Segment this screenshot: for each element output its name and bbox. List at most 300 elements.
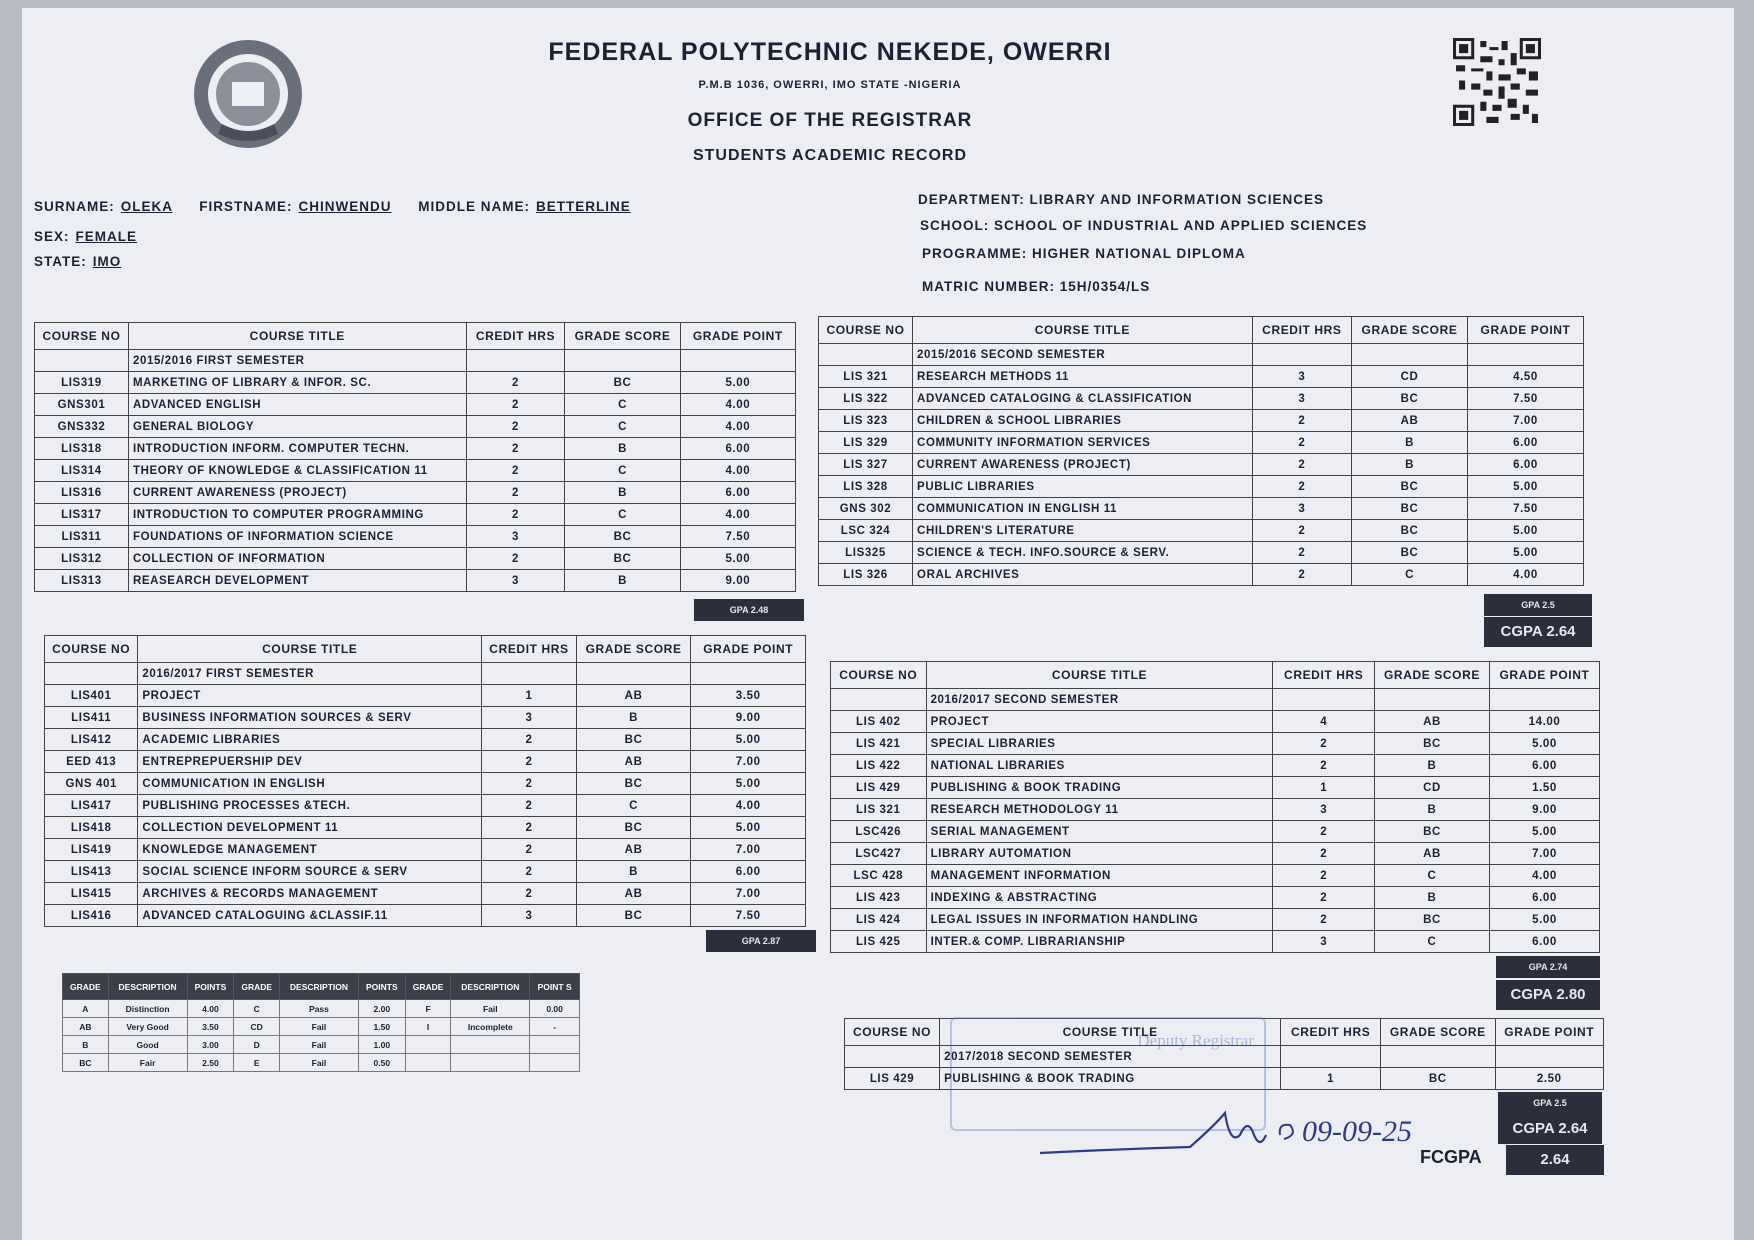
table-cell: RESEARCH METHODOLOGY 11 [926,799,1273,821]
matric-line: MATRIC NUMBER: 15H/0354/LS [922,279,1151,294]
table-cell: PUBLIC LIBRARIES [913,476,1253,498]
key-cell: F [405,1000,451,1018]
table-cell: LIS325 [819,542,913,564]
gpa-2016-second: GPA 2.74 [1496,956,1600,978]
table-row [35,504,796,526]
table-cell: 2 [1273,865,1375,887]
table-cell: 6.00 [1489,887,1599,909]
table-cell: GNS332 [35,416,129,438]
column-header: COURSE NO [831,662,927,689]
table-cell: 7.00 [691,883,806,905]
table-cell: LSC 428 [831,865,927,887]
table-cell: BC [576,729,691,751]
gpa-2017-second: GPA 2.5 [1498,1092,1602,1114]
table-cell: 5.00 [691,729,806,751]
column-header: COURSE NO [819,317,913,344]
table-cell: LIS314 [35,460,129,482]
column-header: GRADE SCORE [1381,1019,1495,1046]
key-cell [451,1036,530,1054]
table-cell: ORAL ARCHIVES [913,564,1253,586]
table-cell: LIS 424 [831,909,927,931]
table-row [45,751,806,773]
table-cell: 4.50 [1468,366,1584,388]
table-cell: LIS 327 [819,454,913,476]
table-row [819,542,1584,564]
fcgpa-value: 2.64 [1506,1145,1604,1175]
table-cell: C [1374,931,1489,953]
table-cell: RESEARCH METHODS 11 [913,366,1253,388]
key-cell: Good [108,1036,187,1054]
table-cell: 7.00 [1468,410,1584,432]
table-cell: C [1352,564,1468,586]
table-cell: LIS418 [45,817,138,839]
session-label: 2015/2016 FIRST SEMESTER [128,350,466,372]
table-cell: LIS319 [35,372,129,394]
table-cell: LIS 429 [831,777,927,799]
key-cell: AB [63,1018,109,1036]
table-cell: 3 [1273,799,1375,821]
table-row [35,482,796,504]
table-header-row [35,323,796,350]
table-cell: 2 [1252,520,1351,542]
table-cell: 3 [466,526,565,548]
table-row [35,372,796,394]
table-cell: GNS 401 [45,773,138,795]
state-line: STATE: IMO [34,254,122,269]
key-header: GRADE [63,974,109,1000]
table-cell: 9.00 [1489,799,1599,821]
table-cell: 2 [1252,454,1351,476]
table-cell: LIS413 [45,861,138,883]
table-cell: LIS412 [45,729,138,751]
table-cell: MARKETING OF LIBRARY & INFOR. SC. [128,372,466,394]
table-cell: C [565,504,680,526]
cgpa-2015-second: CGPA 2.64 [1484,617,1592,647]
key-cell: 1.50 [358,1018,405,1036]
semester-table-2016-first [44,635,806,927]
table-cell: LIS 322 [819,388,913,410]
key-cell: Fail [451,1000,530,1018]
table-cell: CD [1374,777,1489,799]
table-cell: INTRODUCTION INFORM. COMPUTER TECHN. [128,438,466,460]
gpa-2016-first: GPA 2.87 [706,930,816,952]
table-cell: 2 [466,548,565,570]
key-cell: Distinction [108,1000,187,1018]
table-cell: SPECIAL LIBRARIES [926,733,1273,755]
record-title: STUDENTS ACADEMIC RECORD [692,147,968,164]
table-cell: 2 [482,861,577,883]
table-cell: 2 [482,883,577,905]
table-row [45,883,806,905]
table-cell: COLLECTION OF INFORMATION [128,548,466,570]
table-row [831,843,1600,865]
key-row [63,1000,580,1018]
table-cell: 7.50 [680,526,795,548]
table-cell: LSC 324 [819,520,913,542]
key-cell [405,1036,451,1054]
table-cell: 5.00 [1489,733,1599,755]
table-cell: 9.00 [680,570,795,592]
table-cell: LSC427 [831,843,927,865]
registrar-stamp: Deputy Registrar [950,1017,1266,1131]
column-header: GRADE SCORE [576,636,691,663]
cgpa-2017-second: CGPA 2.64 [1498,1114,1602,1144]
table-cell: COMMUNITY INFORMATION SERVICES [913,432,1253,454]
table-cell: 2 [466,372,565,394]
table-cell: 2 [482,729,577,751]
table-cell: LIS313 [35,570,129,592]
table-cell: 6.00 [680,438,795,460]
table-cell: 2 [1252,564,1351,586]
table-cell: 2 [482,773,577,795]
key-cell [530,1054,580,1072]
table-cell: LIS 423 [831,887,927,909]
table-cell: ACADEMIC LIBRARIES [138,729,482,751]
table-cell: BC [1352,498,1468,520]
table-row [819,520,1584,542]
table-cell: INDEXING & ABSTRACTING [926,887,1273,909]
column-header: CREDIT HRS [1252,317,1351,344]
table-row [831,777,1600,799]
key-cell: D [234,1036,280,1054]
table-row [45,861,806,883]
table-header-row [819,317,1584,344]
key-header: DESCRIPTION [108,974,187,1000]
table-cell: LIS419 [45,839,138,861]
table-cell: 2 [1273,755,1375,777]
table-cell: LIS312 [35,548,129,570]
table-cell: LIS316 [35,482,129,504]
table-cell: 3 [482,905,577,927]
table-cell: 4.00 [1468,564,1584,586]
table-cell: AB [1374,843,1489,865]
table-row [35,416,796,438]
table-cell: 2 [466,416,565,438]
table-row [45,839,806,861]
table-cell: LIBRARY AUTOMATION [926,843,1273,865]
table-cell: LEGAL ISSUES IN INFORMATION HANDLING [926,909,1273,931]
table-cell: LSC426 [831,821,927,843]
table-cell: BC [1374,909,1489,931]
table-cell: 2 [466,504,565,526]
table-cell: COMMUNICATION IN ENGLISH 11 [913,498,1253,520]
key-cell: BC [63,1054,109,1072]
table-cell: 2 [1273,909,1375,931]
column-header: GRADE POINT [1489,662,1599,689]
table-cell: 6.00 [1489,931,1599,953]
table-cell: 5.00 [680,372,795,394]
table-cell: LIS 328 [819,476,913,498]
table-cell: B [1374,755,1489,777]
signature-date: 09-09-25 [1302,1115,1412,1148]
column-header: COURSE TITLE [128,323,466,350]
table-cell: CURRENT AWARENESS (PROJECT) [913,454,1253,476]
table-cell: PUBLISHING PROCESSES &TECH. [138,795,482,817]
table-cell: 2 [482,817,577,839]
table-row [831,931,1600,953]
table-cell: 2 [1273,887,1375,909]
table-cell: 2 [482,839,577,861]
key-header: DESCRIPTION [280,974,359,1000]
key-row [63,1054,580,1072]
table-row [831,909,1600,931]
table-cell: 4.00 [691,795,806,817]
table-cell: FOUNDATIONS OF INFORMATION SCIENCE [128,526,466,548]
registrar-signature [1040,1105,1450,1175]
table-cell: B [1374,887,1489,909]
key-cell: 2.00 [358,1000,405,1018]
table-cell: 4.00 [680,460,795,482]
session-label: 2016/2017 SECOND SEMESTER [926,689,1273,711]
programme-line: PROGRAMME: HIGHER NATIONAL DIPLOMA [922,246,1246,261]
table-cell: 7.50 [1468,388,1584,410]
table-cell: C [565,460,680,482]
table-row [45,795,806,817]
table-cell: 3 [1252,498,1351,520]
key-header: POINTS [358,974,405,1000]
column-header: COURSE TITLE [138,636,482,663]
table-cell: B [576,861,691,883]
table-cell: AB [576,839,691,861]
table-cell: 2 [1252,432,1351,454]
table-cell: SERIAL MANAGEMENT [926,821,1273,843]
key-header: GRADE [405,974,451,1000]
table-cell: B [565,570,680,592]
table-cell: INTER.& COMP. LIBRARIANSHIP [926,931,1273,953]
session-label: 2015/2016 SECOND SEMESTER [913,344,1253,366]
column-header: CREDIT HRS [466,323,565,350]
table-row [45,773,806,795]
table-cell: 2.50 [1495,1068,1603,1090]
table-cell: BC [1352,520,1468,542]
column-header: GRADE SCORE [1374,662,1489,689]
table-row [819,498,1584,520]
key-cell: Incomplete [451,1018,530,1036]
table-cell: LIS 422 [831,755,927,777]
table-cell: BC [576,773,691,795]
table-cell: INTRODUCTION TO COMPUTER PROGRAMMING [128,504,466,526]
table-cell: BC [565,548,680,570]
key-cell: Very Good [108,1018,187,1036]
table-cell: 5.00 [691,817,806,839]
table-row [35,460,796,482]
table-cell: BC [1352,476,1468,498]
table-cell: 3 [1273,931,1375,953]
table-cell: LIS318 [35,438,129,460]
table-cell: AB [1374,711,1489,733]
key-cell [405,1054,451,1072]
table-row [819,410,1584,432]
key-cell: Fair [108,1054,187,1072]
table-cell: GNS 302 [819,498,913,520]
table-cell: 7.00 [691,751,806,773]
table-header-row [831,662,1600,689]
table-cell: 5.00 [1468,476,1584,498]
table-cell: 5.00 [1468,542,1584,564]
column-header: COURSE TITLE [926,662,1273,689]
table-cell: 2 [1252,476,1351,498]
surname-value: OLEKA [120,199,173,214]
table-cell: 1 [1281,1068,1381,1090]
key-cell: I [405,1018,451,1036]
column-header: CREDIT HRS [482,636,577,663]
table-cell: 1 [1273,777,1375,799]
key-header: GRADE [234,974,280,1000]
table-cell: BC [576,817,691,839]
table-row [819,454,1584,476]
table-row [831,821,1600,843]
table-cell: REASEARCH DEVELOPMENT [128,570,466,592]
table-cell: PROJECT [926,711,1273,733]
table-cell: LIS317 [35,504,129,526]
table-cell: 6.00 [1489,755,1599,777]
table-cell: PUBLISHING & BOOK TRADING [940,1068,1281,1090]
column-header: COURSE TITLE [940,1019,1281,1046]
column-header: COURSE NO [35,323,129,350]
table-cell: CURRENT AWARENESS (PROJECT) [128,482,466,504]
key-row [63,1036,580,1054]
table-cell: B [565,438,680,460]
table-cell: BC [1374,821,1489,843]
table-cell: LIS401 [45,685,138,707]
table-cell: 5.00 [1489,821,1599,843]
column-header: GRADE POINT [680,323,795,350]
table-cell: BC [1374,733,1489,755]
table-cell: AB [1352,410,1468,432]
table-cell: B [565,482,680,504]
table-cell: BC [1381,1068,1495,1090]
table-cell: 2 [1252,410,1351,432]
session-row [819,344,1584,366]
table-cell: LIS 425 [831,931,927,953]
column-header: GRADE SCORE [565,323,680,350]
key-cell: 0.50 [358,1054,405,1072]
polytechnic-logo [192,38,304,150]
table-cell: BC [1352,388,1468,410]
table-cell: 2 [1252,542,1351,564]
table-cell: 3 [1252,366,1351,388]
table-cell: 4 [1273,711,1375,733]
table-cell: B [1374,799,1489,821]
table-cell: 2 [466,438,565,460]
column-header: GRADE POINT [691,636,806,663]
table-row [819,564,1584,586]
table-cell: LIS 421 [831,733,927,755]
table-cell: 6.00 [680,482,795,504]
table-cell: ADVANCED CATALOGING & CLASSIFICATION [913,388,1253,410]
firstname-value: CHINWENDU [298,199,392,214]
key-cell: 0.00 [530,1000,580,1018]
table-cell: LIS 329 [819,432,913,454]
key-cell: 4.00 [187,1000,234,1018]
table-cell: CHILDREN & SCHOOL LIBRARIES [913,410,1253,432]
table-cell: PROJECT [138,685,482,707]
cgpa-2016-second: CGPA 2.80 [1496,980,1600,1010]
table-cell: LIS 321 [831,799,927,821]
table-row [831,865,1600,887]
table-cell: BC [576,905,691,927]
table-cell: 4.00 [680,394,795,416]
table-cell: 1 [482,685,577,707]
table-cell: LIS 429 [845,1068,940,1090]
middlename-value: BETTERLINE [536,199,631,214]
key-cell: Pass [280,1000,359,1018]
table-cell: 4.00 [680,416,795,438]
table-row [35,548,796,570]
table-cell: KNOWLEDGE MANAGEMENT [138,839,482,861]
key-cell [530,1036,580,1054]
table-cell: ARCHIVES & RECORDS MANAGEMENT [138,883,482,905]
school-line: SCHOOL: SCHOOL OF INDUSTRIAL AND APPLIED SCIENCES [920,218,1368,233]
table-header-row [45,636,806,663]
table-cell: LIS415 [45,883,138,905]
semester-table-2015-first [34,322,796,592]
table-row [831,711,1600,733]
key-cell: 3.00 [187,1036,234,1054]
table-cell: C [1374,865,1489,887]
session-label: 2017/2018 SECOND SEMESTER [940,1046,1281,1068]
key-cell: CD [234,1018,280,1036]
table-cell: ADVANCED CATALOGUING &CLASSIF.11 [138,905,482,927]
table-cell: ENTREPREPUERSHIP DEV [138,751,482,773]
table-cell: SCIENCE & TECH. INFO.SOURCE & SERV. [913,542,1253,564]
table-cell: BUSINESS INFORMATION SOURCES & SERV [138,707,482,729]
table-cell: 6.00 [1468,454,1584,476]
column-header: COURSE NO [845,1019,940,1046]
table-cell: 3.50 [691,685,806,707]
table-cell: 2 [466,460,565,482]
table-cell: 2 [466,394,565,416]
semester-table-2016-second [830,661,1600,953]
table-cell: 7.00 [691,839,806,861]
session-row [35,350,796,372]
session-row [831,689,1600,711]
table-cell: CD [1352,366,1468,388]
table-cell: LIS411 [45,707,138,729]
table-cell: 1.50 [1489,777,1599,799]
qr-code-icon [1453,38,1541,126]
table-row [45,707,806,729]
key-cell: C [234,1000,280,1018]
table-cell: B [576,707,691,729]
key-header: POINTS [187,974,234,1000]
grade-key-table [62,973,580,1072]
semester-table-2015-second [818,316,1584,586]
sex-line: SEX: FEMALE [34,229,138,244]
table-row [819,388,1584,410]
table-cell: LIS 402 [831,711,927,733]
table-cell: 2 [482,795,577,817]
table-cell: C [576,795,691,817]
table-cell: COLLECTION DEVELOPMENT 11 [138,817,482,839]
key-cell: E [234,1054,280,1072]
table-cell: 2 [1273,733,1375,755]
key-cell: - [530,1018,580,1036]
table-cell: BC [565,526,680,548]
column-header: CREDIT HRS [1273,662,1375,689]
table-cell: C [565,416,680,438]
table-row [831,733,1600,755]
table-cell: 3 [1252,388,1351,410]
table-cell: C [565,394,680,416]
key-header: POINT S [530,974,580,1000]
table-cell: COMMUNICATION IN ENGLISH [138,773,482,795]
table-cell: AB [576,883,691,905]
column-header: GRADE POINT [1468,317,1584,344]
name-line: SURNAME: OLEKA FIRSTNAME: CHINWENDU MIDDLE NAME: BETTERLINE [34,199,631,214]
table-cell: 2 [482,751,577,773]
key-cell: Fail [280,1018,359,1036]
